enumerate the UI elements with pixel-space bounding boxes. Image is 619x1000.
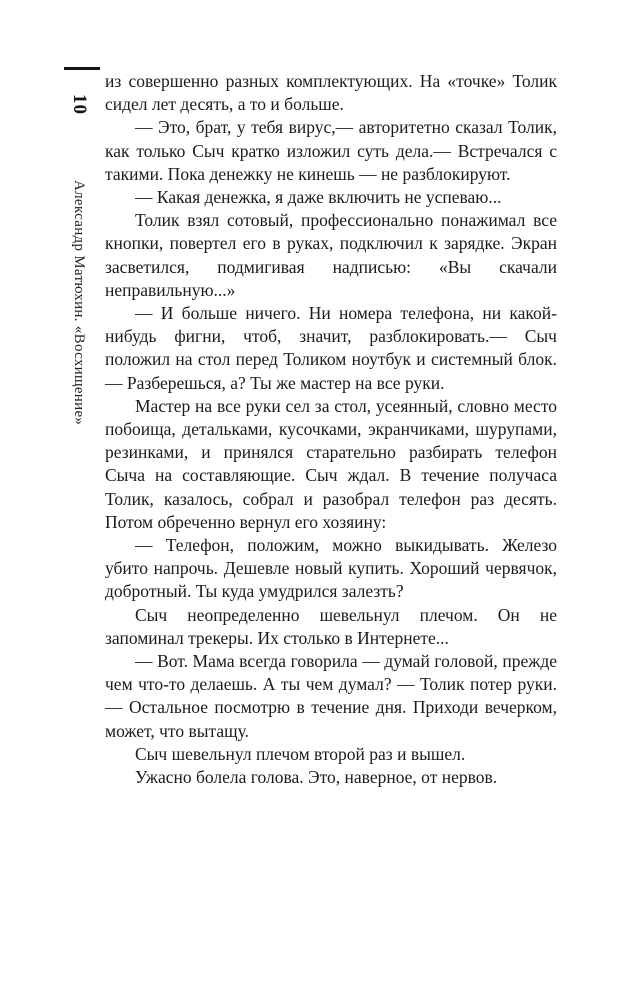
paragraph: Сыч неопределенно шевельнул плечом. Он не запоминал трекеры. Их столько в Интернете... <box>105 604 557 648</box>
margin-rule <box>64 67 100 70</box>
paragraph: Толик взял сотовый, профессионально понажимал все кнопки, повертел его в руках, подключил к зарядке. Экран засветился, подмигивая надписью: «Вы скачали неправильную...» <box>105 210 557 300</box>
paragraph: — Это, брат, у тебя вирус,— авторитетно сказал Толик, как только Сыч кратко изложил суть дела.— Встречался с такими. Пока денежку не кинешь — не разблокируют. <box>105 117 557 184</box>
running-title: Александр Матюхин. «Восхищение» <box>71 180 87 426</box>
paragraph: — Телефон, положим, можно выкидывать. Железо убито напрочь. Дешевле новый купить. Хороший червячок, добротный. Ты куда умудрился залезть? <box>105 535 557 602</box>
paragraph: из совершенно разных комплектующих. На «точке» Толик сидел лет десять, а то и больше. <box>105 71 557 115</box>
paragraph: Мастер на все руки сел за стол, усеянный, словно место побоища, детальками, кусочками, экранчиками, шурупами, резинками, и принялся старательно разбирать телефон Сыча на составляющие. Сыч ждал. В течение получаса Толик, казалось, собрал и разобрал телефон раз десять. Потом обреченно вернул его хозяину: <box>105 395 557 532</box>
paragraph: — Вот. Мама всегда говорила — думай головой, прежде чем что-то делаешь. А ты чем думал? — Толик потер руки.— Остальное посмотрю в течение дня. Приходи вечерком, может, что вытащу. <box>105 651 557 741</box>
paragraph: — И больше ничего. Ни номера телефона, ни какой-нибудь фигни, чтоб, значит, разблокировать.— Сыч положил на стол перед Толиком ноутбук и системный блок.— Разберешься, а? Ты же мастер на все руки. <box>105 303 557 393</box>
page-number: 10 <box>69 94 90 115</box>
paragraph: Ужасно болела голова. Это, наверное, от нервов. <box>135 767 498 788</box>
paragraph: — Какая денежка, я даже включить не успеваю... <box>135 187 502 208</box>
paragraph: Сыч шевельнул плечом второй раз и вышел. <box>135 743 466 764</box>
body-text <box>105 70 557 789</box>
